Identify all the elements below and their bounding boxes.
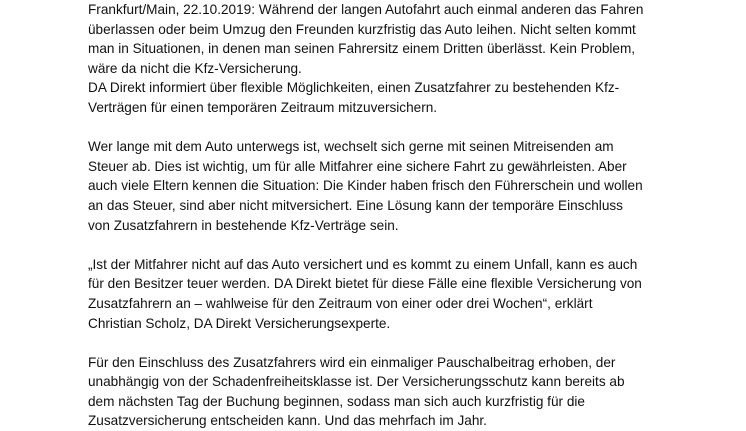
text-line: Frankfurt/Main, 22.10.2019: Während der langen Autofahrt auch einmal anderen das Fahren bbox=[88, 2, 644, 17]
text-line: DA Direkt informiert über flexible Möglichkeiten, einen Zusatzfahrer zu bestehenden Kfz- bbox=[88, 80, 620, 96]
press-release-body bbox=[88, 0, 668, 431]
text-line: von Zusatzfahrern in bestehende Kfz-Verträge sein. bbox=[88, 217, 399, 233]
text-line: an das Steuer, sind aber nicht mitversichert. Eine Lösung kann der temporäre Einschluss bbox=[88, 197, 623, 213]
text-line: Verträgen für einen temporären Zeitraum mitzuversichern. bbox=[88, 99, 438, 115]
paragraph-quote bbox=[88, 255, 668, 333]
paragraph-spacer bbox=[88, 118, 668, 138]
text-line: dem nächsten Tag der Buchung beginnen, sodass man sich auch kurzfristig für die bbox=[88, 393, 585, 409]
text-line: auch viele Eltern kennen die Situation: Die Kinder haben frisch den Führerschein und wollen bbox=[88, 178, 643, 194]
text-line: Steuer ab. Dies ist wichtig, um für alle Mitfahrer eine sichere Fahrt zu gewährleisten. Aber bbox=[88, 158, 627, 174]
paragraph-intro bbox=[88, 0, 668, 118]
text-line: man in Situationen, in denen man seinen Fahrersitz einem Dritten überlässt. Kein Problem, bbox=[88, 41, 636, 57]
text-line: für den Besitzer teuer werden. DA Direkt bietet für diese Fälle eine flexible Versicherung von bbox=[88, 276, 642, 292]
paragraph-details bbox=[88, 353, 668, 431]
paragraph-situation bbox=[88, 137, 668, 235]
text-line: „Ist der Mitfahrer nicht auf das Auto versichert und es kommt zu einem Unfall, kann es auch bbox=[88, 256, 638, 272]
paragraph-spacer bbox=[88, 235, 668, 255]
text-line: Für den Einschluss des Zusatzfahrers wird ein einmaliger Pauschalbeitrag erhoben, der bbox=[88, 354, 616, 370]
paragraph-spacer bbox=[88, 333, 668, 353]
text-line: Wer lange mit dem Auto unterwegs ist, wechselt sich gerne mit seinen Mitreisenden am bbox=[88, 139, 614, 155]
text-line: Zusatzfahrern an – wahlweise für den Zeitraum von einer oder drei Wochen“, erklärt bbox=[88, 295, 593, 311]
text-line: Christian Scholz, DA Direkt Versicherungsexperte. bbox=[88, 315, 391, 331]
text-line: überlassen oder beim Umzug den Freunden kurzfristig das Auto leihen. Nicht selten kommt bbox=[88, 21, 636, 37]
text-line: wäre da nicht die Kfz-Versicherung. bbox=[88, 60, 302, 76]
text-line: Zusatzversicherung entscheiden kann. Und das mehrfach im Jahr. bbox=[88, 413, 487, 429]
text-line: unabhängig von der Schadenfreiheitsklasse ist. Der Versicherungsschutz kann bereits ab bbox=[88, 374, 625, 390]
